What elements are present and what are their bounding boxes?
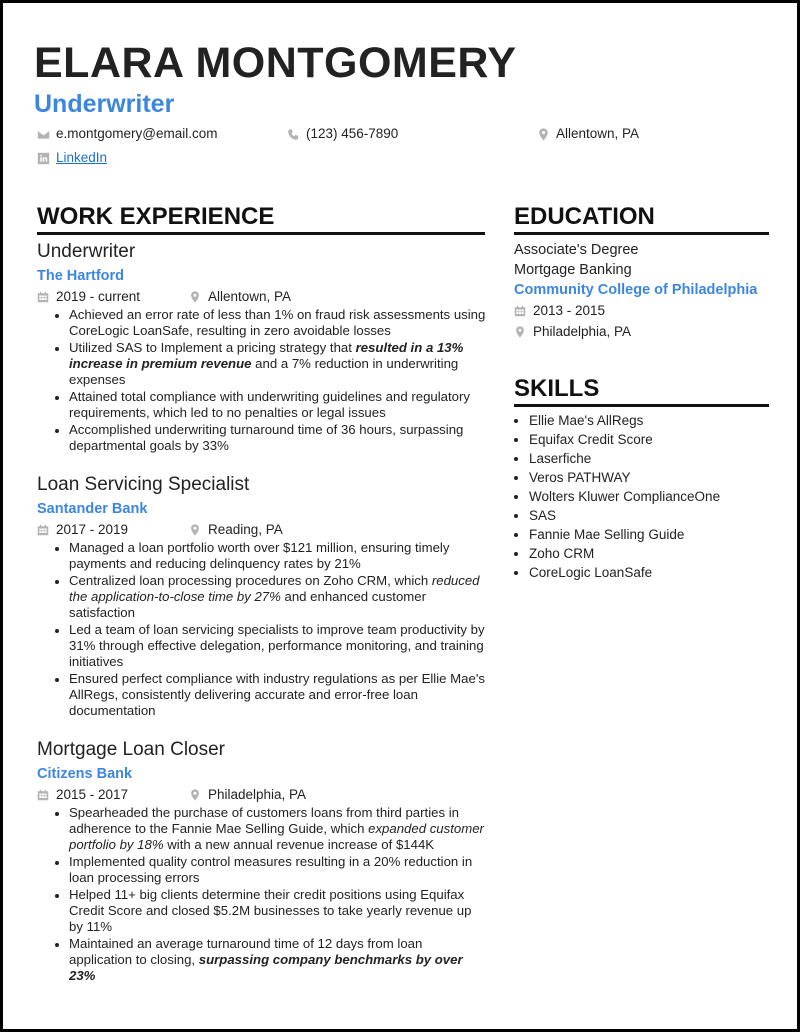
education-location-row: [514, 323, 774, 341]
bullet-item: [69, 887, 487, 935]
skills-list: [514, 411, 774, 582]
job-location: [189, 521, 283, 539]
linkedin-link[interactable]: LinkedIn: [56, 150, 108, 165]
education-field: Mortgage Banking: [514, 262, 632, 278]
bullet-text: and enhanced customer satisfaction: [69, 589, 427, 620]
job-dates: [37, 288, 189, 306]
bullet-text: Spearheaded the purchase of customers loans from third parties in adherence to the Fannie Mae Selling Guide, which: [69, 805, 459, 836]
education-dates: [514, 302, 605, 320]
job-location: [189, 786, 306, 804]
skill-item: • Zoho CRM: [529, 544, 774, 563]
bullet-item: [69, 936, 487, 984]
bullet-item: [69, 422, 487, 454]
job-entry: [37, 474, 487, 719]
contact-email: [37, 125, 218, 143]
candidate-name: ELARA MONTGOMERY: [34, 39, 517, 87]
bullet-text: Achieved an error rate of less than 1% on fraud risk assessments using CoreLogic LoanSafe, resulting in zero avoidable losses: [69, 307, 486, 338]
job-meta: [37, 288, 487, 306]
skills-heading: SKILLS: [514, 375, 600, 402]
bullet-text: Utilized SAS to Implement a pricing strategy that: [69, 340, 356, 355]
work-experience-rule: [37, 232, 485, 235]
map-pin-icon: [189, 789, 201, 801]
calendar-icon: [37, 291, 49, 303]
bullet-text: Led a team of loan servicing specialists to improve team productivity by 31% through effective delegation, performance monitoring, and training initiatives: [69, 622, 485, 669]
education-heading: EDUCATION: [514, 203, 655, 230]
work-experience-list: [37, 241, 487, 1004]
bullet-text: Centralized loan processing procedures on Zoho CRM, which: [69, 573, 432, 588]
job-dates-text: 2019 - current: [56, 289, 141, 304]
bullet-text: with a new annual revenue increase of $144K: [163, 837, 435, 852]
job-dates-text: 2015 - 2017: [56, 787, 129, 802]
bullet-item: [69, 389, 487, 421]
job-dates: [37, 521, 189, 539]
contact-linkedin: [37, 149, 107, 167]
skill-item: • Equifax Credit Score: [529, 430, 774, 449]
map-pin-icon: [189, 291, 201, 303]
bullet-text: surpassing company benchmarks by over 23%: [69, 952, 463, 983]
job-location-text: Allentown, PA: [208, 289, 292, 304]
bullet-item: [69, 540, 487, 572]
bullet-text: Helped 11+ big clients determine their credit positions using Equifax Credit Score and closed $5.2M businesses to take yearly revenue up by 11%: [69, 887, 472, 934]
skill-item: • CoreLogic LoanSafe: [529, 563, 774, 582]
skill-item: • Laserfiche: [529, 449, 774, 468]
bullet-text: Attained total compliance with underwriting guidelines and regulatory requirements, which led to no penalties or legal issues: [69, 389, 470, 420]
job-bullets: [37, 307, 487, 454]
calendar-icon: [514, 305, 526, 317]
map-pin-icon: [537, 128, 550, 141]
education-rule: [514, 232, 769, 235]
bullet-item: [69, 340, 487, 388]
job-meta: [37, 521, 487, 539]
bullet-item: [69, 307, 487, 339]
bullet-text: and a 7% reduction in underwriting expenses: [69, 356, 459, 387]
bullet-item: [69, 854, 487, 886]
job-title: Underwriter: [37, 241, 136, 262]
calendar-icon: [37, 789, 49, 801]
work-experience-heading: WORK EXPERIENCE: [37, 203, 275, 230]
contact-phone: [287, 125, 398, 143]
contact-location: [537, 125, 639, 143]
education-location: [514, 323, 631, 341]
candidate-title: Underwriter: [34, 90, 175, 118]
job-bullets: [37, 805, 487, 984]
job-location-text: Philadelphia, PA: [208, 787, 307, 802]
company-name: Santander Bank: [37, 501, 148, 517]
job-dates: [37, 786, 189, 804]
job-location-text: Reading, PA: [208, 522, 283, 537]
bullet-text: Maintained an average turnaround time of 12 days from loan application to closing,: [69, 936, 423, 967]
bullet-item: [69, 622, 487, 670]
envelope-icon: [37, 128, 50, 141]
bullet-text: Ensured perfect compliance with industry regulations as per Ellie Mae's AllRegs, consistently delivering accurate and error-free loan documentation: [69, 671, 485, 718]
education-degree: Associate's Degree: [514, 242, 639, 258]
skills-block: [514, 411, 774, 582]
email-text: e.montgomery@email.com: [56, 126, 218, 141]
company-name: The Hartford: [37, 268, 124, 284]
education-dates-text: 2013 - 2015: [533, 303, 606, 318]
bullet-text: expanded customer portfolio by 18%: [69, 821, 484, 852]
job-bullets: [37, 540, 487, 719]
phone-text: (123) 456-7890: [306, 126, 399, 141]
job-dates-text: 2017 - 2019: [56, 522, 129, 537]
skill-item: • Veros PATHWAY: [529, 468, 774, 487]
bullet-text: reduced the application-to-close time by 27%: [69, 573, 480, 604]
education-school: Community College of Philadelphia: [514, 282, 758, 298]
bullet-text: resulted in a 13% increase in premium revenue: [69, 340, 464, 371]
skill-item: • Ellie Mae's AllRegs: [529, 411, 774, 430]
map-pin-icon: [514, 326, 526, 338]
education-location-text: Philadelphia, PA: [533, 324, 632, 339]
bullet-item: [69, 573, 487, 621]
skills-rule: [514, 404, 769, 407]
bullet-item: [69, 671, 487, 719]
bullet-text: Accomplished underwriting turnaround time of 36 hours, surpassing departmental goals by 33%: [69, 422, 464, 453]
skill-item: • Wolters Kluwer ComplianceOne: [529, 487, 774, 506]
job-title: Mortgage Loan Closer: [37, 739, 225, 760]
linkedin-icon: [37, 152, 50, 165]
job-entry: [37, 739, 487, 984]
map-pin-icon: [189, 524, 201, 536]
company-name: Citizens Bank: [37, 766, 133, 782]
job-title: Loan Servicing Specialist: [37, 474, 250, 495]
education-block: [514, 240, 774, 341]
bullet-item: [69, 805, 487, 853]
skill-item: • Fannie Mae Selling Guide: [529, 525, 774, 544]
job-meta: [37, 786, 487, 804]
bullet-text: Implemented quality control measures resulting in a 20% reduction in loan processing errors: [69, 854, 473, 885]
education-meta: [514, 302, 774, 320]
location-text: Allentown, PA: [556, 126, 640, 141]
skill-item: • SAS: [529, 506, 774, 525]
phone-icon: [287, 128, 300, 141]
bullet-text: Managed a loan portfolio worth over $121 million, ensuring timely payments and reducing delinquency rates by 21%: [69, 540, 450, 571]
calendar-icon: [37, 524, 49, 536]
job-entry: [37, 241, 487, 454]
job-location: [189, 288, 291, 306]
